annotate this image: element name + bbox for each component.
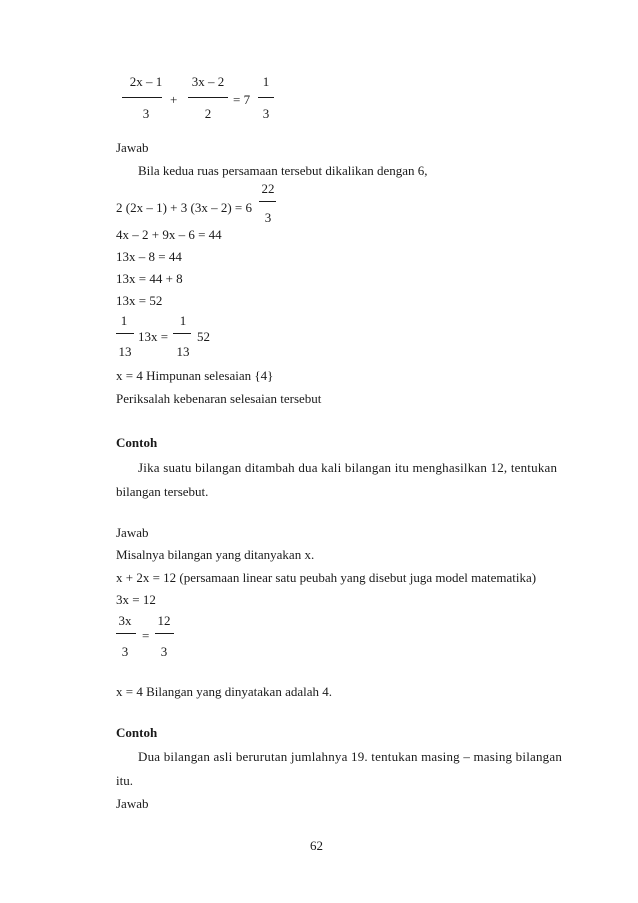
numerator: 12 — [157, 613, 171, 628]
equation-step: 13x = 52 — [116, 293, 163, 308]
numerator: 2x – 1 — [129, 74, 163, 89]
numerator: 1 — [262, 74, 270, 89]
numerator: 3x — [118, 613, 132, 628]
problem-text: Dua bilangan asli berurutan jumlahnya 19. tentukan masing – masing bilangan — [138, 749, 563, 764]
numerator: 1 — [120, 313, 128, 328]
denominator: 3 — [160, 644, 168, 659]
denominator: 3 — [264, 210, 272, 225]
example-heading: Contoh — [116, 435, 158, 450]
fraction-bar — [116, 333, 134, 334]
solution-line: x + 2x = 12 (persamaan linear satu peubah yang disebut juga model matematika) — [116, 570, 537, 585]
equation-right: 52 — [197, 329, 210, 344]
numerator: 22 — [261, 181, 275, 196]
result-text: x = 4 Bilangan yang dinyatakan adalah 4. — [116, 684, 332, 699]
denominator: 3 — [262, 106, 270, 121]
equation-step: 13x = 44 + 8 — [116, 271, 183, 286]
answer-label: Jawab — [116, 140, 149, 155]
fraction-bar — [188, 97, 228, 98]
equation-middle: 13x = — [138, 329, 169, 344]
fraction-bar — [116, 633, 136, 634]
denominator: 3 — [121, 644, 129, 659]
check-text: Periksalah kebenaran selesaian tersebut — [116, 391, 322, 406]
intro-text: Bila kedua ruas persamaan tersebut dikalikan dengan 6, — [138, 163, 428, 178]
fraction-bar — [258, 97, 274, 98]
denominator: 3 — [142, 106, 150, 121]
numerator: 3x – 2 — [191, 74, 225, 89]
fraction-bar — [173, 333, 191, 334]
denominator: 2 — [204, 106, 212, 121]
fraction-bar — [155, 633, 174, 634]
page-number: 62 — [310, 838, 323, 853]
answer-label: Jawab — [116, 796, 149, 811]
problem-text: itu. — [116, 773, 133, 788]
fraction-bar — [122, 97, 162, 98]
result-text: x = 4 Himpunan selesaian {4} — [116, 368, 274, 383]
denominator: 13 — [118, 344, 132, 359]
equals-sign: = — [142, 628, 150, 643]
equation-step: 4x – 2 + 9x – 6 = 44 — [116, 227, 222, 242]
answer-label: Jawab — [116, 525, 149, 540]
numerator: 1 — [179, 313, 187, 328]
solution-line: 3x = 12 — [116, 592, 156, 607]
solution-line: Misalnya bilangan yang ditanyakan x. — [116, 547, 315, 562]
example-heading: Contoh — [116, 725, 158, 740]
equation-step: 2 (2x – 1) + 3 (3x – 2) = 6 — [116, 200, 252, 215]
denominator: 13 — [176, 344, 190, 359]
fraction-bar — [259, 201, 276, 202]
plus-sign: + — [170, 92, 178, 107]
equals-whole: = 7 — [233, 92, 251, 107]
problem-text: Jika suatu bilangan ditambah dua kali bilangan itu menghasilkan 12, tentukan — [138, 460, 558, 475]
problem-text: bilangan tersebut. — [116, 484, 209, 499]
equation-step: 13x – 8 = 44 — [116, 249, 182, 264]
